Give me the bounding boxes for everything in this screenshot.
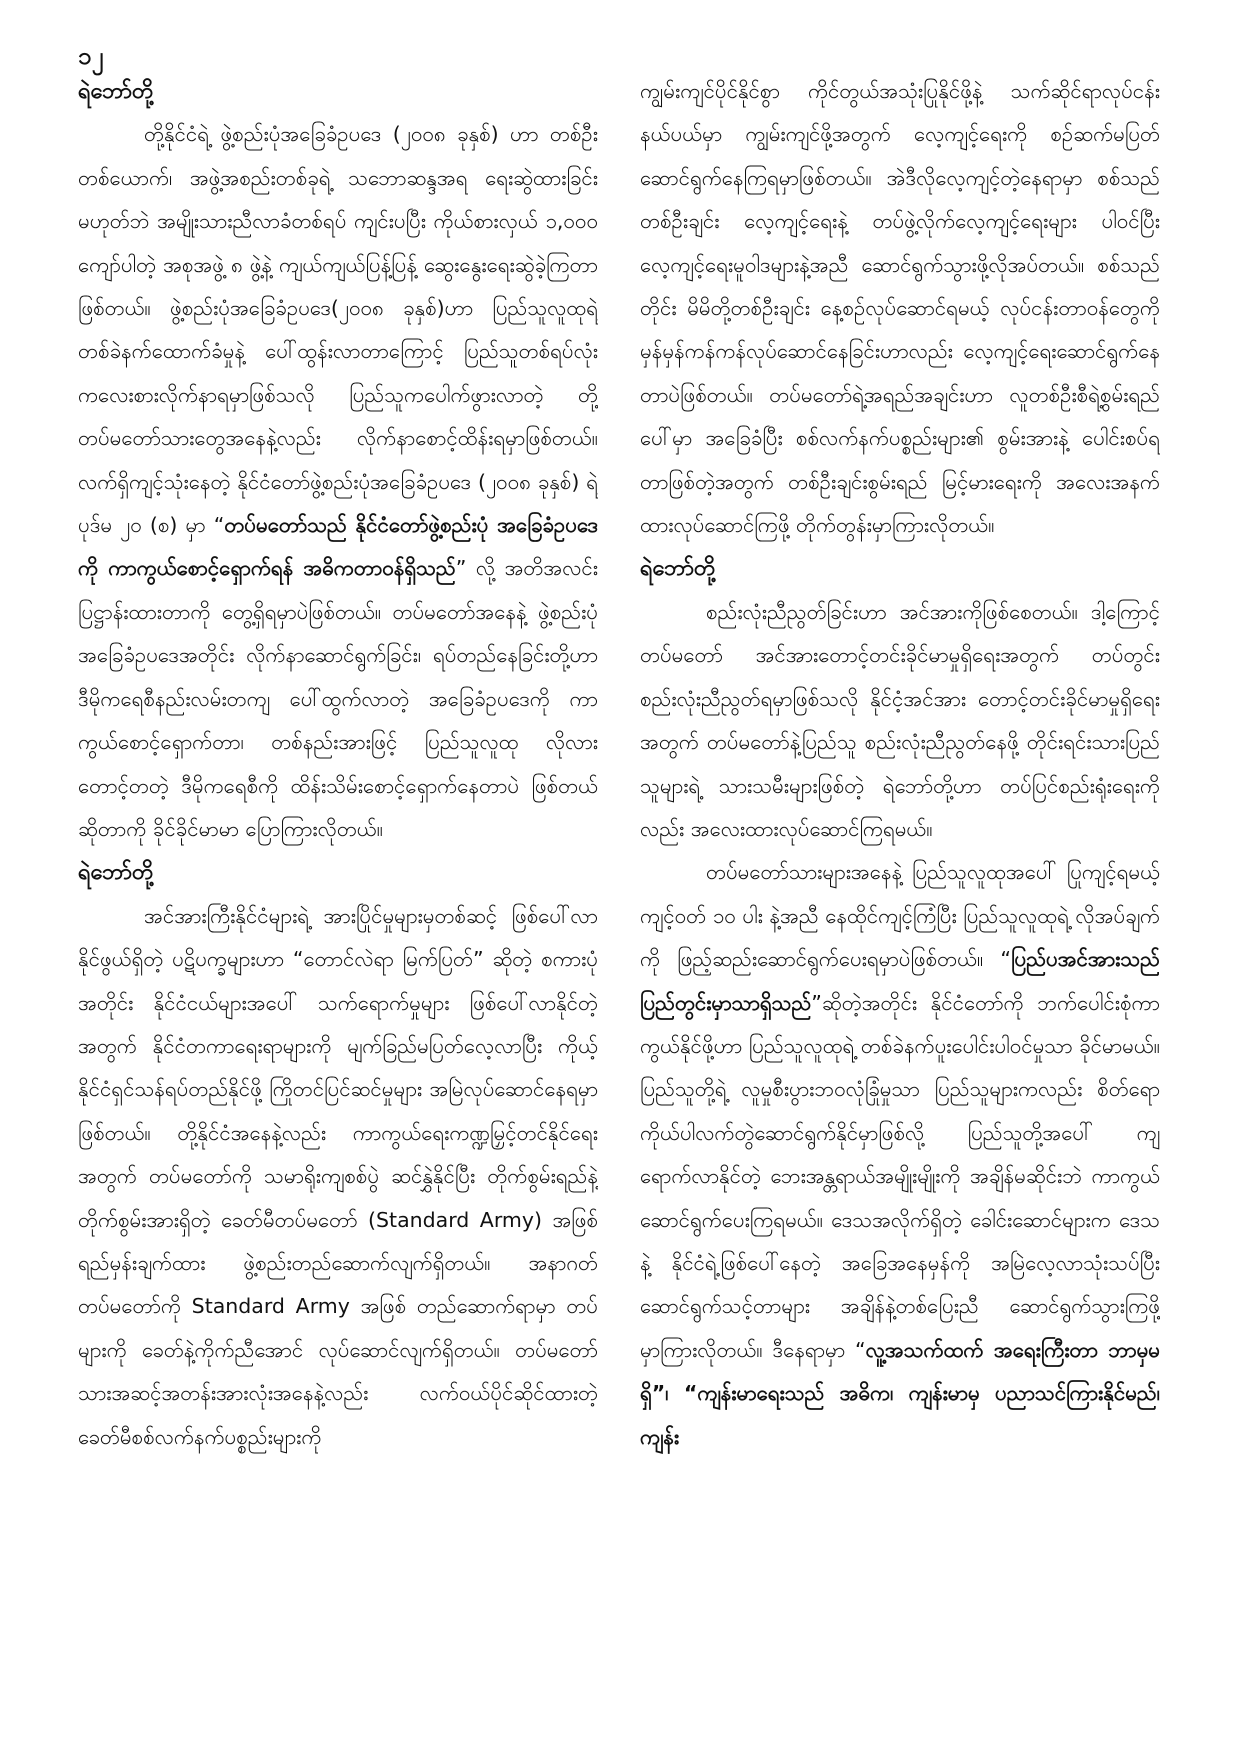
paragraph-bold-text: တပ်မတော်သည် နိုင်ငံတော်ဖွဲ့စည်းပုံ အခြေခံဥပဒေကို ကာကွယ်စောင့်ရှောက်ရန် အဓိကတာဝန်ရှိသည် <box>78 513 598 581</box>
paragraph <box>640 851 1160 1459</box>
paragraph-text: တို့နိုင်ငံရဲ့ ဖွဲ့စည်းပုံအခြေခံဥပဒေ (၂၀၀၈ ခုနှစ်) ဟာ တစ်ဦးတစ်ယောက်၊ အဖွဲ့အစည်းတစ်ခုရဲ့ သဘောဆန္ဒအရ ရေးဆွဲထားခြင်းမဟုတ်ဘဲ အမျိုးသားညီလာခံတစ်ရပ် ကျင်းပပြီး ကိုယ်စားလှယ် ၁,၀၀၀ ကျော်ပါတဲ့ အစုအဖွဲ့ ၈ ဖွဲ့နဲ့ ကျယ်ကျယ်ပြန့်ပြန့် ဆွေးနွေးရေးဆွဲခဲ့ကြတာဖြစ်တယ်။ ဖွဲ့စည်းပုံအခြေခံဥပဒေ(၂၀၀၈ ခုနှစ်)ဟာ ပြည်သူလူထုရဲ့ တစ်ခဲနက်ထောက်ခံမှုနဲ့ ပေါ်ထွန်းလာတာကြောင့် ပြည်သူတစ်ရပ်လုံး ကလေးစားလိုက်နာရမှာဖြစ်သလို ပြည်သူကပေါက်ဖွားလာတဲ့ တို့တပ်မတော်သားတွေအနေနဲ့လည်း လိုက်နာစောင့်ထိန်းရမှာဖြစ်တယ်။ လက်ရှိကျင့်သုံးနေတဲ့ နိုင်ငံတော်ဖွဲ့စည်းပုံအခြေခံဥပဒေ (၂၀၀၈ ခုနှစ်) ရဲ့ ပုဒ်မ ၂၀ (စ) မှာ “ <box>78 122 598 538</box>
paragraph-bold-text: လူ့အသက်ထက် အရေးကြီးတာ ဘာမှမရှိ <box>640 1337 1160 1406</box>
paragraph-text: ” လို့ အတိအလင်းပြဋ္ဌာန်းထားတာကို တွေ့ရှိရမှာပဲဖြစ်တယ်။ တပ်မတော်အနေနဲ့ ဖွဲ့စည်းပုံအခြေခံဥပဒေအတိုင်း လိုက်နာဆောင်ရွက်ခြင်း၊ ရပ်တည်နေခြင်းတို့ဟာ ဒီမိုကရေစီနည်းလမ်းတကျ ပေါ်ထွက်လာတဲ့ အခြေခံဥပဒေကို ကာကွယ်စောင့်ရှောက်တာ၊ တစ်နည်းအားဖြင့် ပြည်သူလူထု လိုလားတောင့်တတဲ့ ဒီမိုကရေစီကို ထိန်းသိမ်းစောင့်ရှောက်နေတာပဲ ဖြစ်တယ်ဆိုတာကို ခိုင်ခိုင်မာမာ ပြောကြားလိုတယ်။ <box>78 556 598 841</box>
paragraph: ကျွမ်းကျင်ပိုင်နိုင်စွာ ကိုင်တွယ်အသုံးပြုနိုင်ဖို့နဲ့ သက်ဆိုင်ရာလုပ်ငန်းနယ်ပယ်မှာ ကျွမ်းကျင်ဖို့အတွက် လေ့ကျင့်ရေးကို စဉ်ဆက်မပြတ် ဆောင်ရွက်နေကြရမှာဖြစ်တယ်။ အဲဒီလိုလေ့ကျင့်တဲ့နေရာမှာ စစ်သည်တစ်ဦးချင်း လေ့ကျင့်ရေးနဲ့ တပ်ဖွဲ့လိုက်လေ့ကျင့်ရေးများ ပါဝင်ပြီး လေ့ကျင့်ရေးမူဝါဒများနဲ့အညီ ဆောင်ရွက်သွားဖို့လိုအပ်တယ်။ စစ်သည်တိုင်း မိမိတို့တစ်ဦးချင်း နေ့စဉ်လုပ်ဆောင်ရမယ့် လုပ်ငန်းတာဝန်တွေကို မှန်မှန်ကန်ကန်လုပ်ဆောင်နေခြင်းဟာလည်း လေ့ကျင့်ရေးဆောင်ရွက်နေတာပဲဖြစ်တယ်။ တပ်မတော်ရဲ့အရည်အချင်းဟာ လူတစ်ဦးစီရဲ့စွမ်းရည်ပေါ်မှာ အခြေခံပြီး စစ်လက်နက်ပစ္စည်းများ၏ စွမ်းအားနဲ့ ပေါင်းစပ်ရတာဖြစ်တဲ့အတွက် တစ်ဦးချင်းစွမ်းရည် မြင့်မားရေးကို အလေးအနက်ထားလုပ်ဆောင်ကြဖို့ တိုက်တွန်းမှာကြားလိုတယ်။ <box>640 79 1160 538</box>
section-heading: ရဲဘော်တို့ <box>640 556 716 582</box>
paragraph-text: တပ်မတော်သားများအနေနဲ့ ပြည်သူလူထုအပေါ် ပြုကျင့်ရမယ့်ကျင့်ဝတ် ၁၀ ပါး နဲ့အညီ နေထိုင်ကျင့်ကြံပြီး ပြည်သူလူထုရဲ့ လိုအပ်ချက်ကို ဖြည့်ဆည်းဆောင်ရွက်ပေးရမှာပဲဖြစ်တယ်။ “ <box>640 860 1160 972</box>
left-column <box>78 70 598 1710</box>
paragraph-bold-text: ပြည်ပအင်အားသည် ပြည်တွင်းမှာသာရှိသည် <box>640 947 1160 1015</box>
paragraph-bold-text: ”၊ “ <box>651 1381 698 1406</box>
paragraph-bold-text: ကျန်းမာရေးသည် အဓိက၊ ကျန်းမာမှ ပညာသင်ကြားနိုင်မည်၊ ကျန်း <box>640 1381 1160 1449</box>
paragraph: စည်းလုံးညီညွတ်ခြင်းဟာ အင်အားကိုဖြစ်စေတယ်။ ဒါ့ကြောင့် တပ်မတော် အင်အားတောင့်တင်းခိုင်မာမှုရှိရေးအတွက် တပ်တွင်းစည်းလုံးညီညွတ်ရမှာဖြစ်သလို နိုင်ငံ့အင်အား တောင့်တင်းခိုင်မာမှုရှိရေးအတွက် တပ်မတော်နဲ့ပြည်သူ စည်းလုံးညီညွတ်နေဖို့ တိုင်းရင်းသားပြည်သူများရဲ့ သားသမီးများဖြစ်တဲ့ ရဲဘော်တို့ဟာ တပ်ပြင်စည်းရုံးရေးကိုလည်း အလေးထားလုပ်ဆောင်ကြရမယ်။ <box>640 599 1160 841</box>
section-heading: ရဲဘော်တို့ <box>78 79 154 104</box>
section-heading: ရဲဘော်တို့ <box>78 860 154 886</box>
paragraph-text: ”ဆိုတဲ့အတိုင်း နိုင်ငံတော်ကို ဘက်ပေါင်းစုံကာကွယ်နိုင်ဖို့ဟာ ပြည်သူလူထုရဲ့ တစ်ခဲနက်ပူးပေါင်းပါဝင်မှုသာ ခိုင်မာမယ်။ ပြည်သူတို့ရဲ့ လူမှုစီးပွားဘဝလုံခြုံမှုသာ ပြည်သူများကလည်း စိတ်ရောကိုယ်ပါလက်တွဲဆောင်ရွက်နိုင်မှာဖြစ်လို့ ပြည်သူတို့အပေါ် ကျရောက်လာနိုင်တဲ့ ဘေးအန္တရာယ်အမျိုးမျိုးကို အချိန်မဆိုင်းဘဲ ကာကွယ်ဆောင်ရွက်ပေးကြရမယ်။ ဒေသအလိုက်ရှိတဲ့ ခေါင်းဆောင်များက ဒေသနဲ့ နိုင်ငံရဲ့ဖြစ်ပေါ်နေတဲ့ အခြေအနေမှန်ကို အမြဲလေ့လာသုံးသပ်ပြီး ဆောင်ရွက်သင့်တာများ အချိန်နဲ့တစ်ပြေးညီ ဆောင်ရွက်သွားကြဖို့ မှာကြားလိုတယ်။ ဒီနေရာမှာ “ <box>640 990 1160 1362</box>
paragraph <box>78 113 598 851</box>
page-number: ၁၂ <box>78 42 104 70</box>
paragraph: အင်အားကြီးနိုင်ငံများရဲ့ အားပြိုင်မှုများမှတစ်ဆင့် ဖြစ်ပေါ်လာနိုင်ဖွယ်ရှိတဲ့ ပဋိပက္ခများဟာ “တောင်လဲရာ မြက်ပြတ်” ဆိုတဲ့ စကားပုံအတိုင်း နိုင်ငံငယ်များအပေါ် သက်ရောက်မှုများ ဖြစ်ပေါ်လာနိုင်တဲ့အတွက် နိုင်ငံတကာရေးရာများကို မျက်ခြည်မပြတ်လေ့လာပြီး ကိုယ့်နိုင်ငံရှင်သန်ရပ်တည်နိုင်ဖို့ ကြိုတင်ပြင်ဆင်မှုများ အမြဲလုပ်ဆောင်နေရမှာဖြစ်တယ်။ တို့နိုင်ငံအနေနဲ့လည်း ကာကွယ်ရေးကဏ္ဍမြှင့်တင်နိုင်ရေးအတွက် တပ်မတော်ကို သမာရိုးကျစစ်ပွဲ ဆင်နွှဲနိုင်ပြီး တိုက်စွမ်းရည်နဲ့ တိုက်စွမ်းအားရှိတဲ့ ခေတ်မီတပ်မတော် (Standard Army) အဖြစ် ရည်မှန်းချက်ထား ဖွဲ့စည်းတည်ဆောက်လျက်ရှိတယ်။ အနာဂတ်တပ်မတော်ကို Standard Army အဖြစ် တည်ဆောက်ရာမှာ တပ်များကို ခေတ်နဲ့ကိုက်ညီအောင် လုပ်ဆောင်လျက်ရှိတယ်။ တပ်မတော်သားအဆင့်အတန်းအားလုံးအနေနဲ့လည်း လက်ဝယ်ပိုင်ဆိုင်ထားတဲ့ ခေတ်မီစစ်လက်နက်ပစ္စည်းများကို <box>78 903 598 1449</box>
right-column <box>640 70 1160 1710</box>
